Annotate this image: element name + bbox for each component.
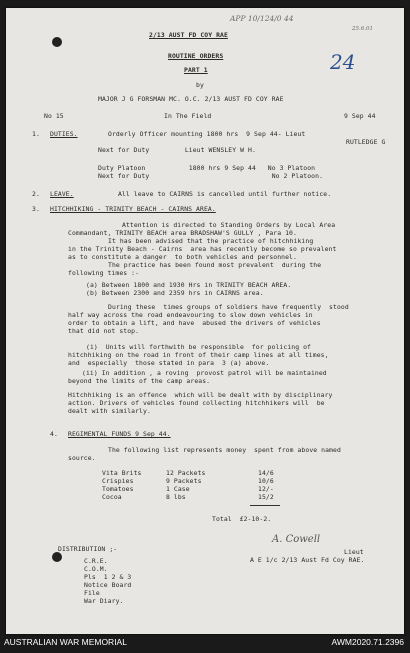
item-name: Tomatoes — [102, 485, 134, 493]
item-cost: 14/6 — [258, 469, 274, 477]
document-title: ROUTINE ORDERS — [168, 52, 224, 60]
list-item: (b) Between 2300 and 2359 hrs in CAIRNS area. — [86, 289, 264, 297]
pencil-corner-note: 25.6.01 — [352, 26, 373, 32]
unit-heading: 2/13 AUST FD COY RAE — [149, 31, 228, 39]
paragraph-line: following times :- — [68, 269, 140, 277]
leave-text: All leave to CAIRNS is cancelled until further notice. — [118, 190, 332, 198]
section-title: REGIMENTAL FUNDS 9 Sep 44. — [68, 430, 171, 438]
paragraph-line: as to constitute a danger to both vehicles and personnel. — [68, 253, 297, 261]
section-title: HITCHHIKING - TRINITY BEACH - CAIRNS AREA. — [50, 205, 216, 213]
paragraph-line: Commandant, TRINITY BEACH area BRADSHAW'S GULLY , Para 10. — [68, 229, 297, 237]
item-cost: 15/2 — [258, 493, 274, 501]
item-qty: 8 lbs — [166, 493, 186, 501]
punch-hole — [52, 37, 62, 47]
document-page — [6, 8, 404, 634]
item-qty: 12 Packets — [166, 469, 206, 477]
paragraph-line: in the Trinity Beach - Cairns area has recently become so prevalent — [68, 245, 337, 253]
location: In The Field — [164, 112, 212, 120]
paragraph-line: It has been advised that the practice of hitchhiking — [108, 237, 314, 245]
paragraph-line: order to obtain a lift, and have abused the drivers of vehicles — [68, 319, 321, 327]
folio-number: 24 — [330, 50, 356, 74]
duty-line: Duty Platoon 1800 hrs 9 Sep 44 No 3 Platoon — [98, 164, 316, 172]
paragraph-line: During these times groups of soldiers have frequently stood — [108, 303, 349, 311]
item-name: Cocoa — [102, 493, 122, 501]
paragraph-line: (ii) In addition , a roving provost patrol will be maintained — [82, 369, 327, 377]
punch-hole — [52, 552, 62, 562]
paragraph-line: dealt with similarly. — [68, 407, 151, 415]
pencil-annotation: APP 10/124/0 44 — [230, 14, 294, 23]
paragraph-line: half way across the road endeavouring to slow down vehicles in — [68, 311, 313, 319]
paragraph-line: The following list represents money spent from above named — [108, 446, 341, 454]
duty-line: RUTLEDGE G — [346, 138, 386, 146]
distribution-item: File — [84, 589, 100, 597]
item-cost: 10/6 — [258, 477, 274, 485]
footer-institution: AUSTRALIAN WAR MEMORIAL — [4, 637, 127, 647]
list-item: (a) Between 1800 and 1930 Hrs in TRINITY BEACH AREA. — [86, 281, 292, 289]
author-line: MAJOR J G FORSMAN MC. O.C. 2/13 AUST FD COY RAE — [98, 95, 284, 103]
item-qty: 9 Packets — [166, 477, 202, 485]
distribution-item: C.R.E. — [84, 557, 108, 565]
order-number: No 15 — [44, 112, 64, 120]
section-number: 3. — [32, 205, 40, 213]
section-number: 2. — [32, 190, 40, 198]
funds-total: Total £2-10-2. — [212, 515, 272, 523]
distribution-item: Notice Board — [84, 581, 132, 589]
distribution-item: War Diary. — [84, 597, 124, 605]
section-title: DUTIES. — [50, 130, 78, 138]
by-label: by — [196, 81, 204, 89]
paragraph-line: hitchhiking on the road in front of their camp lines at all times, — [68, 351, 329, 359]
paragraph-line: The practice has been found most prevalent during the — [108, 261, 322, 269]
part-heading: PART 1 — [184, 66, 208, 74]
signature-rank: Lieut — [344, 548, 364, 556]
paragraph-line: (i) Units will forthwith be responsible for policing of — [86, 343, 312, 351]
paragraph-line: action. Drivers of vehicles found collecting hitchhikers will be — [68, 399, 325, 407]
item-name: Crispies — [102, 477, 134, 485]
footer-accession-number: AWM2020.71.2396 — [331, 637, 404, 647]
duty-line: Next for Duty No 2 Platoon. — [98, 172, 324, 180]
order-date: 9 Sep 44 — [344, 112, 376, 120]
section-number: 4. — [50, 430, 58, 438]
distribution-title: DISTRIBUTION ;- — [58, 545, 118, 553]
paragraph-line: and especially those stated in para 3 (a) above. — [68, 359, 270, 367]
section-number: 1. — [32, 130, 40, 138]
item-qty: 1 Case — [166, 485, 190, 493]
paragraph-line: that did not stop. — [68, 327, 140, 335]
paragraph-line: Attention is directed to Standing Orders by Local Area — [122, 221, 336, 229]
item-name: Vita Brits — [102, 469, 142, 477]
paragraph-line: source. — [68, 454, 96, 462]
paragraph-line: Hitchhiking is an offence which will be dealt with by disciplinary — [68, 391, 333, 399]
duty-line: Next for Duty Lieut WENSLEY W H. — [98, 146, 256, 154]
duty-line: Orderly Officer mounting 1800 hrs 9 Sep 44- Lieut — [108, 130, 306, 138]
item-cost: 12/- — [258, 485, 274, 493]
distribution-item: C.O.M. — [84, 565, 108, 573]
section-title: LEAVE. — [50, 190, 74, 198]
paragraph-line: beyond the limits of the camp areas. — [68, 377, 211, 385]
distribution-item: Pls 1 2 & 3 — [84, 573, 132, 581]
signature-line: A E 1/c 2/13 Aust Fd Coy RAE. — [250, 556, 365, 564]
handwritten-signature: A. Cowell — [272, 534, 321, 545]
total-rule — [250, 505, 280, 506]
